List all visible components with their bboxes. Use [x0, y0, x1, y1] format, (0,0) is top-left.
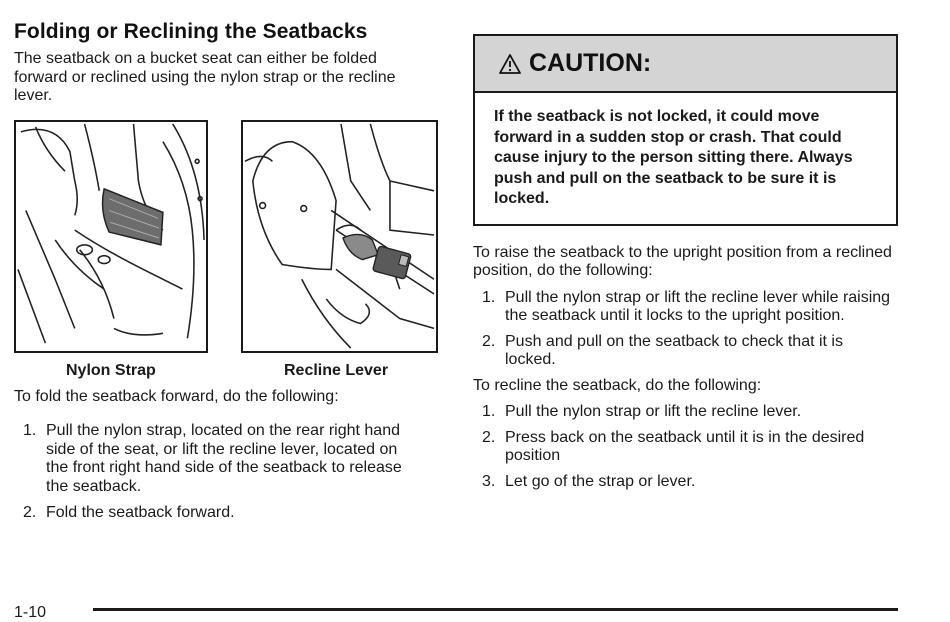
raise-steps-list — [473, 289, 898, 370]
step-number: 1. — [23, 422, 37, 439]
list-item — [473, 429, 898, 466]
right-column — [473, 34, 898, 498]
step-text: Let go of the strap or lever. — [505, 472, 696, 490]
fold-steps-list — [14, 422, 419, 523]
left-column — [14, 20, 434, 531]
step-text: Pull the nylon strap or lift the recline lever while raising the seatback until it locks to the upright position. — [505, 288, 891, 324]
step-number: 2. — [482, 428, 496, 446]
list-item — [14, 504, 419, 523]
caution-header — [475, 36, 896, 93]
fold-lead-text: To fold the seatback forward, do the following: — [14, 387, 339, 405]
figure-caption-nylon-strap: Nylon Strap — [66, 361, 156, 379]
step-text: Press back on the seatback until it is in the desired position — [505, 428, 865, 464]
warning-triangle-icon — [499, 53, 521, 75]
figure-caption-recline-lever: Recline Lever — [284, 361, 389, 379]
recline-lever-illustration — [241, 120, 438, 353]
raise-lead-text: To raise the seatback to the upright position from a reclined position, do the following: — [473, 243, 892, 279]
step-text: Push and pull on the seatback to check that it is locked. — [505, 332, 843, 368]
step-text: Pull the nylon strap or lift the recline lever. — [505, 403, 802, 420]
list-item — [473, 333, 898, 370]
step-number: 3. — [482, 472, 496, 490]
step-text: Fold the seatback forward. — [46, 504, 235, 521]
step-text: Pull the nylon strap, located on the rear right hand side of the seat, or lift the recline lever, located on the front right hand side of the seatback to release the seatback. — [46, 422, 402, 495]
list-item — [14, 422, 419, 496]
section-heading: Folding or Reclining the Seatbacks — [14, 20, 368, 43]
caution-body: If the seatback is not locked, it could move forward in a sudden stop or crash. That could cause injury to the person sitting there. Always push and pull on the seatback to be sure it is locked. — [494, 108, 853, 207]
recline-lead-text: To recline the seatback, do the following: — [473, 376, 762, 394]
page-number: 1-10 — [14, 604, 47, 621]
step-number: 2. — [23, 504, 37, 521]
list-item — [473, 403, 898, 422]
figure-row — [14, 120, 434, 380]
step-number: 1. — [482, 288, 496, 306]
caution-box — [473, 34, 898, 226]
list-item — [473, 473, 898, 492]
footer-divider — [93, 608, 898, 611]
recline-steps-list — [473, 403, 898, 491]
list-item — [473, 289, 898, 326]
step-number: 2. — [482, 332, 496, 350]
nylon-strap-illustration — [14, 120, 208, 353]
intro-paragraph: The seatback on a bucket seat can either be folded forward or reclined using the nylon strap or the recline lever. — [14, 50, 396, 104]
caution-title: CAUTION: — [529, 49, 652, 77]
step-number: 1. — [482, 403, 496, 420]
